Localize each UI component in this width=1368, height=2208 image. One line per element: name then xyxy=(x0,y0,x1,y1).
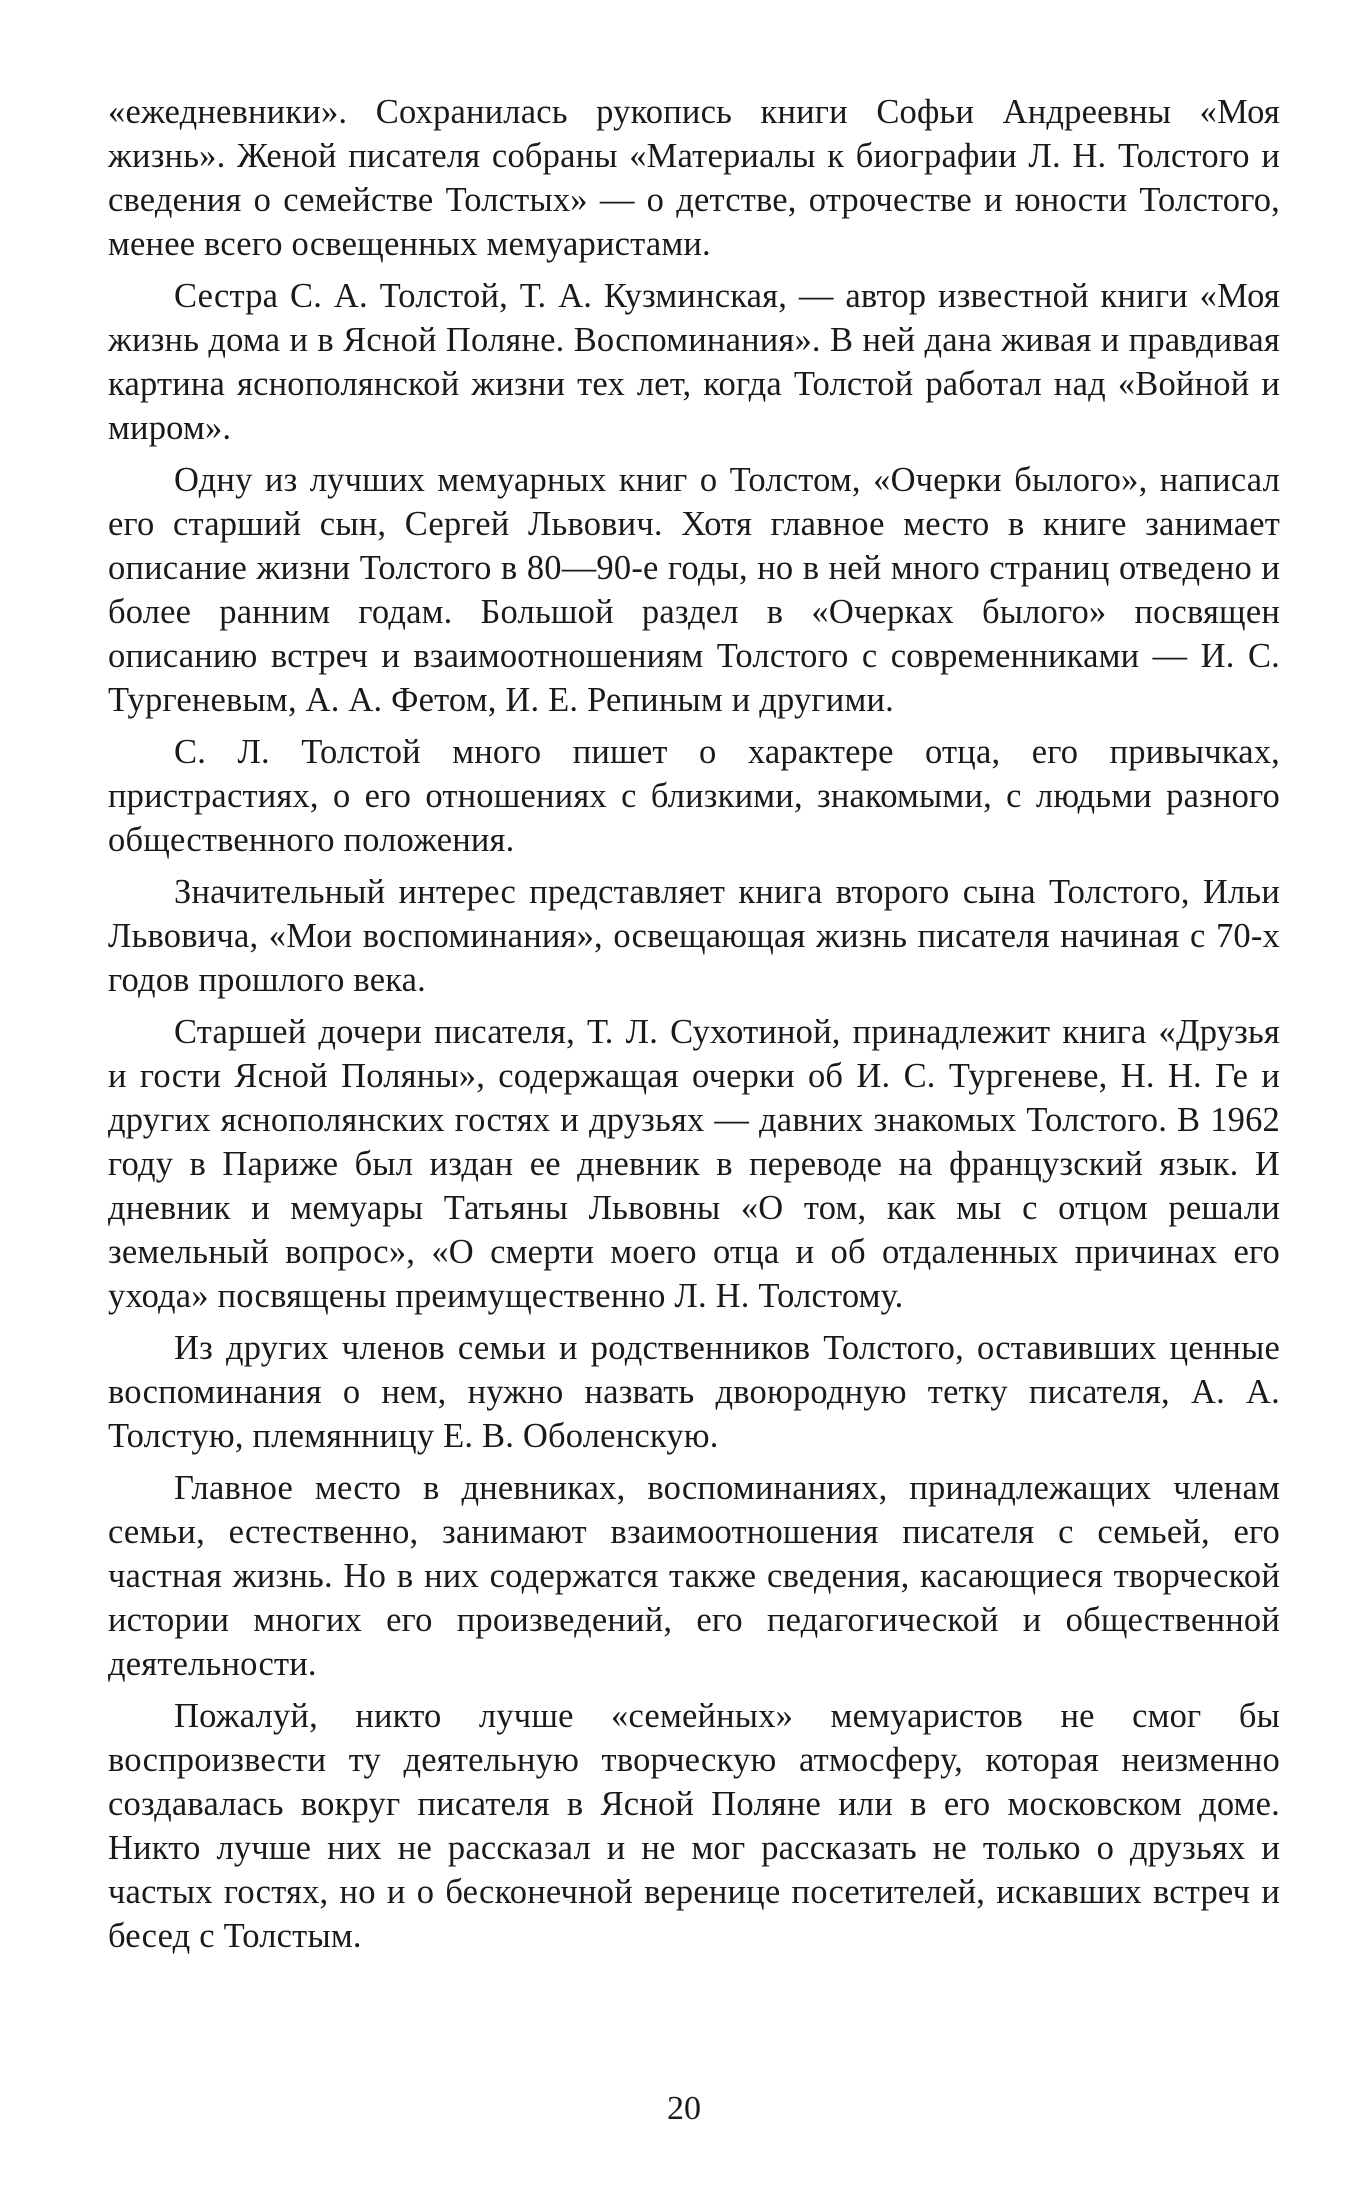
paragraph-1: «ежедневники». Сохранилась рукопись книги Софьи Андреевны «Моя жизнь». Женой писателя собраны «Материалы к биографии Л. Н. Толстого и сведения о семействе Толстых» — о детстве, отрочестве и юности Толстого, менее всего освещенных мемуаристами. xyxy=(108,93,1280,263)
page-number: 20 xyxy=(667,2090,701,2127)
paragraph-5: Значительный интерес представляет книга второго сына Толстого, Ильи Львовича, «Мои воспоминания», освещающая жизнь писателя начиная с 70-х годов прошлого века. xyxy=(108,873,1280,999)
paragraph-4: С. Л. Толстой много пишет о характере отца, его привычках, пристрастиях, о его отношениях с близкими, знакомыми, с людьми разного общественного положения. xyxy=(108,733,1280,859)
page-body xyxy=(108,90,1280,1966)
paragraph-8: Главное место в дневниках, воспоминаниях, принадлежащих членам семьи, естественно, занимают взаимоотношения писателя с семьей, его частная жизнь. Но в них содержатся также сведения, касающиеся творческой истории многих его произведений, его педагогической и общественной деятельности. xyxy=(108,1469,1280,1683)
paragraph-3: Одну из лучших мемуарных книг о Толстом, «Очерки былого», написал его старший сын, Сергей Львович. Хотя главное место в книге занимает описание жизни Толстого в 80—90-е годы, но в ней много страниц отведено и более ранним годам. Большой раздел в «Очерках былого» посвящен описанию встреч и взаимоотношениям Толстого с современниками — И. С. Тургеневым, А. А. Фетом, И. Е. Репиным и другими. xyxy=(108,461,1280,719)
paragraph-2: Сестра С. А. Толстой, Т. А. Кузминская, — автор известной книги «Моя жизнь дома и в Ясной Поляне. Воспоминания». В ней дана живая и правдивая картина яснополянской жизни тех лет, когда Толстой работал над «Войной и миром». xyxy=(108,277,1280,447)
paragraph-9: Пожалуй, никто лучше «семейных» мемуаристов не смог бы воспроизвести ту деятельную творческую атмосферу, которая неизменно создавалась вокруг писателя в Ясной Поляне или в его московском доме. Никто лучше них не рассказал и не мог рассказать не только о друзьях и частых гостях, но и о бесконечной веренице посетителей, искавших встреч и бесед с Толстым. xyxy=(108,1697,1280,1955)
paragraph-7: Из других членов семьи и родственников Толстого, оставивших ценные воспоминания о нем, нужно назвать двоюродную тетку писателя, А. А. Толстую, племянницу Е. В. Оболенскую. xyxy=(108,1329,1280,1455)
paragraph-6: Старшей дочери писателя, Т. Л. Сухотиной, принадлежит книга «Друзья и гости Ясной Поляны», содержащая очерки об И. С. Тургеневе, Н. Н. Ге и других яснополянских гостях и друзьях — давних знакомых Толстого. В 1962 году в Париже был издан ее дневник в переводе на французский язык. И дневник и мемуары Татьяны Львовны «О том, как мы с отцом решали земельный вопрос», «О смерти моего отца и об отдаленных причинах его ухода» посвящены преимущественно Л. Н. Толстому. xyxy=(108,1013,1280,1315)
